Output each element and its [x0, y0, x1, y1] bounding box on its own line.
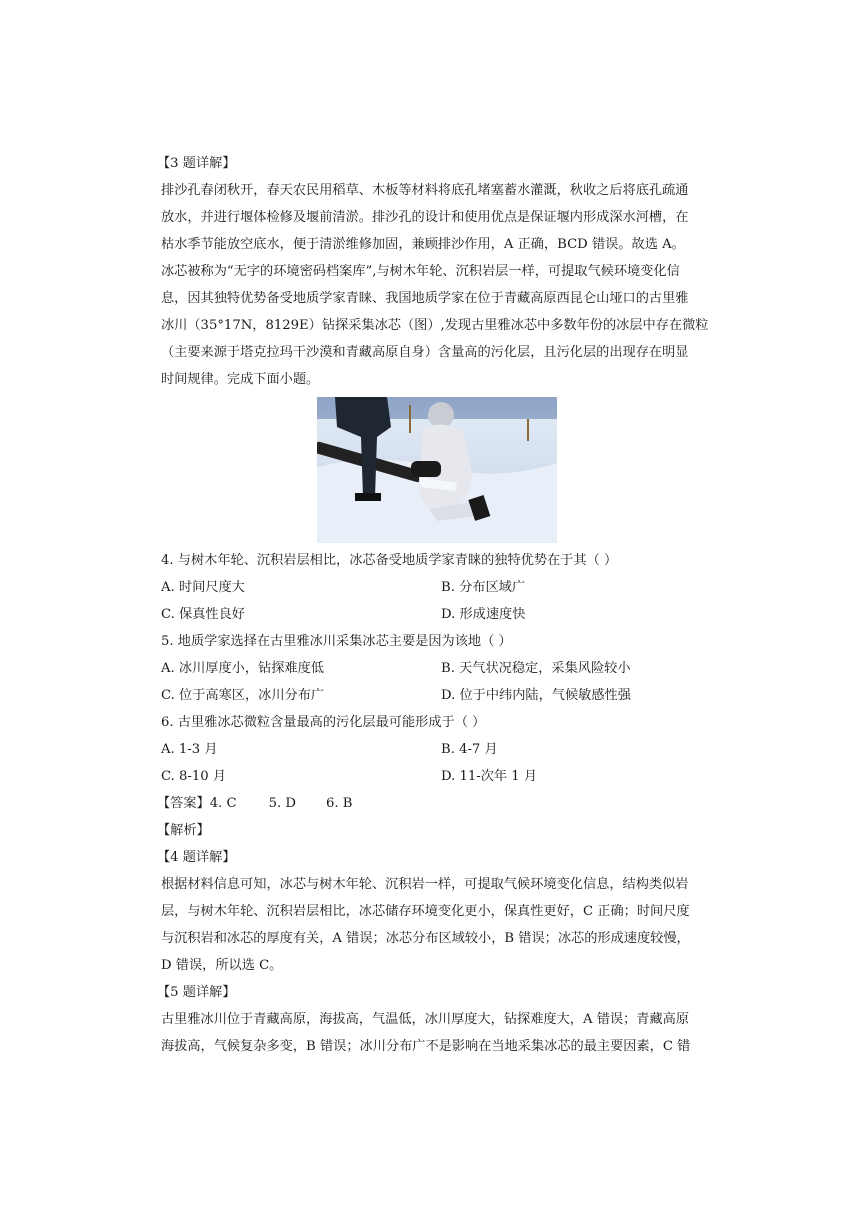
- section5-heading: 【5 题详解】: [157, 985, 236, 1000]
- section5-line: 古里雅冰川位于青藏高原，海拔高，气温低，冰川厚度大，钻探难度大，A 错误；青藏高原: [161, 1012, 690, 1027]
- ice-core-drilling-photo: [317, 397, 557, 543]
- photo-illustration: [317, 397, 557, 543]
- answer-item: 4. C: [209, 796, 237, 811]
- answer-label: 【答案】: [157, 796, 210, 811]
- section4-heading: 【4 题详解】: [157, 850, 236, 865]
- option-c: C. 8-10 月: [161, 769, 227, 784]
- section3-line: 放水，并进行堰体检修及堰前清淤。排沙孔的设计和使用优点是保证堰内形成深水河槽，在: [161, 210, 689, 225]
- answer-item: 6. B: [325, 796, 353, 811]
- question-4-options-row1: [161, 574, 713, 601]
- answer-key: [157, 790, 713, 817]
- passage-line: 息，因其独特优势备受地质学家青睐、我国地质学家在位于青藏高原西昆仑山垭口的古里雅: [161, 291, 689, 306]
- question-5-options-row2: [161, 682, 713, 709]
- option-a: A. 1-3 月: [161, 742, 218, 757]
- question-6-options-row1: [161, 736, 713, 763]
- question-4-stem: 4. 与树木年轮、沉积岩层相比，冰芯备受地质学家青睐的独特优势在于其（ ）: [161, 553, 618, 568]
- question-5-options-row1: [161, 655, 713, 682]
- analysis-heading: 【解析】: [157, 823, 210, 838]
- question-5-stem: 5. 地质学家选择在古里雅冰川采集冰芯主要是因为该地（ ）: [161, 634, 512, 649]
- passage-line: 时间规律。完成下面小题。: [161, 372, 320, 387]
- question-6-options-row2: [161, 763, 713, 790]
- answer-item: 5. D: [268, 796, 296, 811]
- question-6-stem: 6. 古里雅冰芯微粒含量最高的污化层最可能形成于（ ）: [161, 715, 486, 730]
- section5-line: 海拔高，气候复杂多变，B 错误；冰川分布广不是影响在当地采集冰芯的最主要因素，C 错: [161, 1039, 691, 1054]
- section4-line: 根据材料信息可知，冰芯与树木年轮、沉积岩一样，可提取气候环境变化信息，结构类似岩: [161, 877, 689, 892]
- section4-line: 与沉积岩和冰芯的厚度有关，A 错误；冰芯分布区域较小，B 错误；冰芯的形成速度较慢，: [161, 931, 690, 946]
- option-c: C. 保真性良好: [161, 607, 245, 622]
- passage-line: 冰川（35°17N，8129E）钻探采集冰芯（图）,发现古里雅冰芯中多数年份的冰层中存在微粒: [161, 318, 709, 333]
- document-content: [157, 150, 713, 1060]
- option-b: B. 天气状况稳定，采集风险较小: [441, 661, 631, 676]
- option-d: D. 11-次年 1 月: [441, 769, 538, 784]
- section3-line: 排沙孔春闭秋开，春天农民用稻草、木板等材料将底孔堵塞蓄水灌溉，秋收之后将底孔疏通: [161, 183, 689, 198]
- option-b: B. 分布区域广: [441, 580, 526, 595]
- option-d: D. 位于中纬内陆，气候敏感性强: [441, 688, 631, 703]
- section4-line: 层，与树木年轮、沉积岩层相比，冰芯储存环境变化更小，保真性更好，C 正确；时间尺度: [161, 904, 690, 919]
- section3-heading: 【3 题详解】: [157, 156, 236, 171]
- section4-line: D 错误，所以选 C。: [161, 958, 283, 973]
- passage-line: 冰芯被称为“无字的环境密码档案库”,与树木年轮、沉积岩层一样，可提取气候环境变化信: [161, 264, 680, 279]
- option-b: B. 4-7 月: [441, 742, 498, 757]
- option-a: A. 冰川厚度小，钻探难度低: [161, 661, 324, 676]
- question-4-options-row2: [161, 601, 713, 628]
- option-c: C. 位于高寒区，冰川分布广: [161, 688, 325, 703]
- section3-line: 枯水季节能放空底水，便于清淤维修加固，兼顾排沙作用，A 正确，BCD 错误。故选 A。: [161, 237, 685, 252]
- option-d: D. 形成速度快: [441, 607, 526, 622]
- passage-line: （主要来源于塔克拉玛干沙漠和青藏高原自身）含量高的污化层，且污化层的出现存在明显: [161, 345, 689, 360]
- option-a: A. 时间尺度大: [161, 580, 245, 595]
